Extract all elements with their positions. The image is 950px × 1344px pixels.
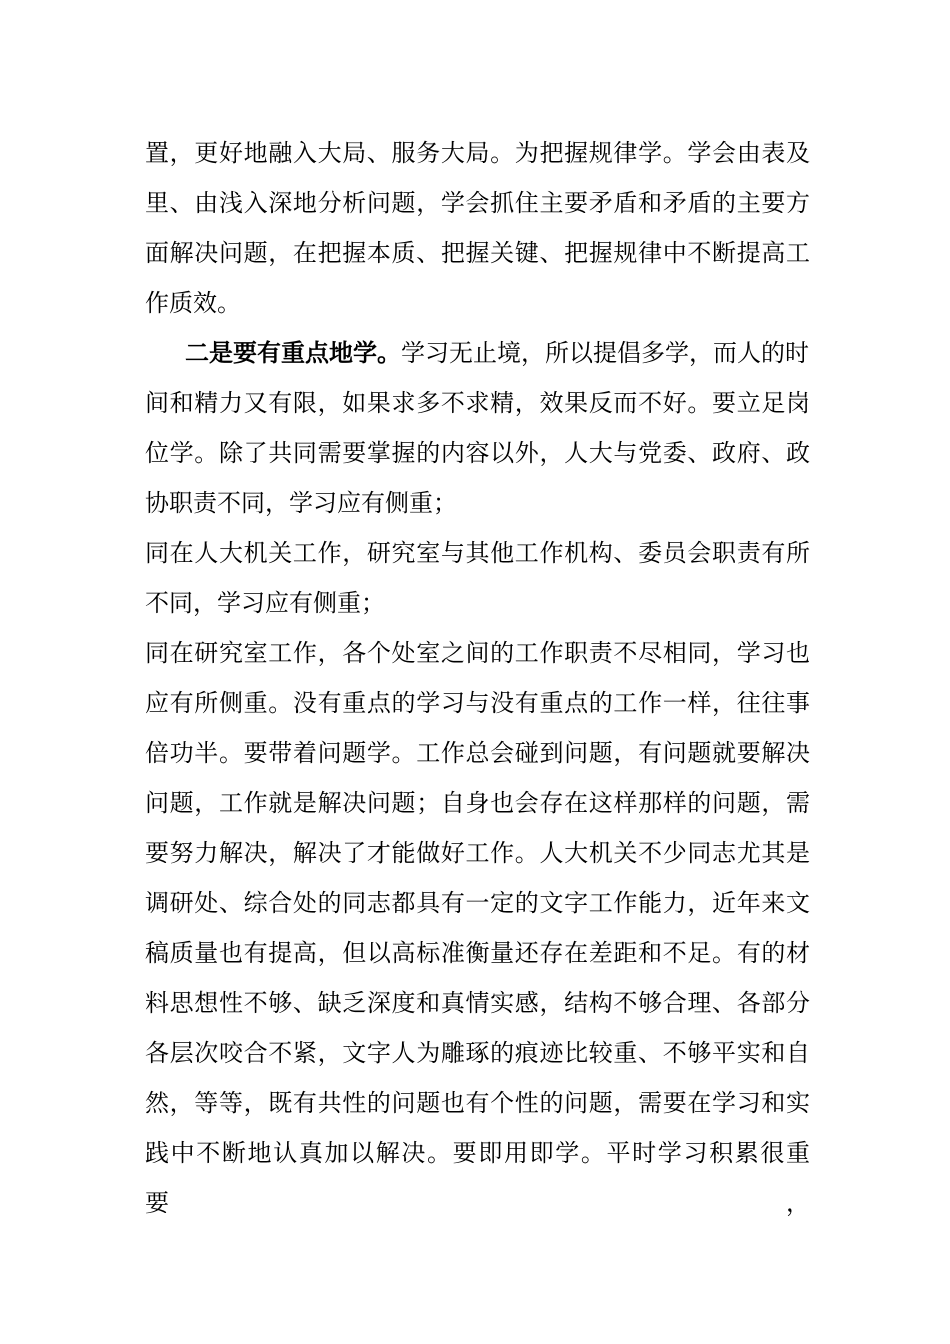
text-line: 料思想性不够、缺乏深度和真情实感，结构不够合理、各部分 — [145, 989, 810, 1017]
text-line: 各层次咬合不紧，文字人为雕琢的痕迹比较重、不够平实和自 — [145, 1039, 810, 1067]
text-line: 不同，学习应有侧重； — [145, 589, 385, 617]
text-line: 协职责不同，学习应有侧重； — [145, 489, 457, 517]
text-line: 位学。除了共同需要掌握的内容以外，人大与党委、政府、政 — [145, 439, 810, 467]
text-line: 然，等等，既有共性的问题也有个性的问题，需要在学习和实 — [145, 1089, 810, 1117]
text-line: 间和精力又有限，如果求多不求精，效果反而不好。要立足岗 — [145, 389, 810, 417]
text-line: 要努力解决，解决了才能做好工作。人大机关不少同志尤其是 — [145, 839, 810, 867]
text-line-first — [145, 328, 810, 378]
text-line: 同在人大机关工作，研究室与其他工作机构、委员会职责有所 — [145, 539, 810, 567]
paragraph-2 — [145, 328, 810, 1217]
text-line: 问题，工作就是解决问题；自身也会存在这样那样的问题，需 — [145, 789, 810, 817]
text-line: 面解决问题，在把握本质、把握关键、把握规律中不断提高工 — [145, 239, 810, 267]
text-line: 调研处、综合处的同志都具有一定的文字工作能力，近年来文 — [145, 889, 810, 917]
text-line: 同在研究室工作，各个处室之间的工作职责不尽相同，学习也 — [145, 639, 810, 667]
text-line: 作质效。 — [145, 289, 241, 317]
text-line: 应有所侧重。没有重点的学习与没有重点的工作一样，往往事 — [145, 689, 810, 717]
text-line: 置，更好地融入大局、服务大局。为把握规律学。学会由表及 — [145, 139, 810, 167]
text-line: 践中不断地认真加以解决。要即用即学。平时学习积累很重要， — [145, 1139, 810, 1217]
text-line: 稿质量也有提高，但以高标准衡量还存在差距和不足。有的材 — [145, 939, 810, 967]
text-line: 倍功半。要带着问题学。工作总会碰到问题，有问题就要解决 — [145, 739, 810, 767]
text-line: 里、由浅入深地分析问题，学会抓住主要矛盾和矛盾的主要方 — [145, 189, 810, 217]
paragraph-1 — [145, 128, 810, 328]
paragraph-heading: 二是要有重点地学。 — [185, 338, 401, 367]
text-run: 学习无止境，所以提倡多学，而人的时 — [401, 339, 809, 367]
